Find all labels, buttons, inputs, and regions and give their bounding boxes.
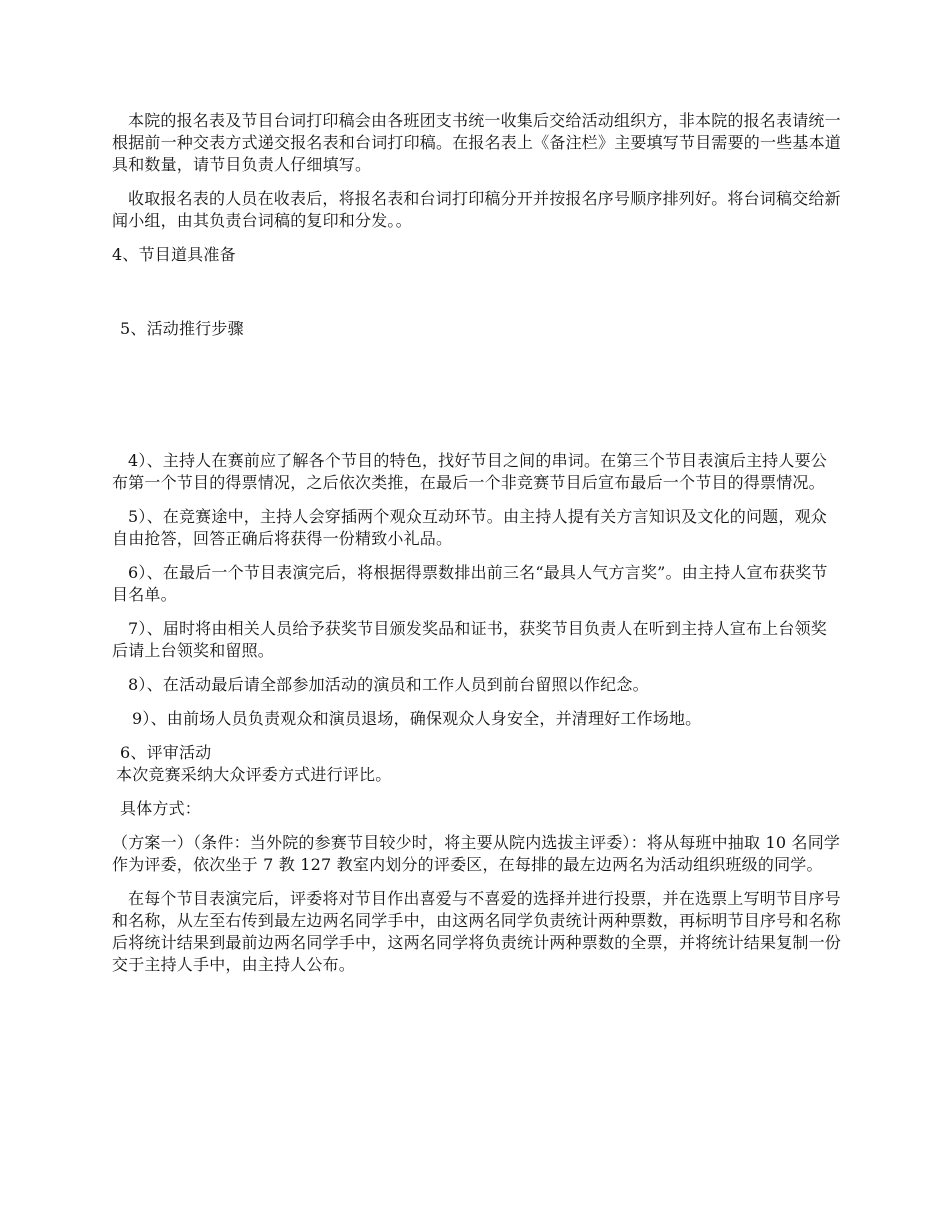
document-body <box>112 110 842 976</box>
step-9-paragraph: 9）、由前场人员负责观众和演员退场，确保观众人身安全，并清理好工作场地。 <box>132 709 702 728</box>
step-8-paragraph: 8）、在活动最后请全部参加活动的演员和工作人员到前台留照以作纪念。 <box>128 675 649 694</box>
paragraph-review-method: 本次竞赛采纳大众评委方式进行评比。 <box>116 765 392 784</box>
step-4-paragraph: 4）、主持人在赛前应了解各个节目的特色，找好节目之间的串词。在第三个节目表演后主持人要公布第一个节目的得票情况，之后依次类推，在最后一个非竞赛节目后宣布最后一个节目的得票情况。 <box>112 451 827 492</box>
step-5-paragraph: 5）、在竞赛途中，主持人会穿插两个观众互动环节。由主持人提有关方言知识及文化的问题，观众自由抢答，回答正确后将获得一份精致小礼品。 <box>112 507 827 548</box>
paragraph-registration-sorting: 收取报名表的人员在收表后，将报名表和台词打印稿分开并按报名序号顺序排列好。将台词稿交给新闻小组，由其负责台词稿的复印和分发。。 <box>112 189 841 230</box>
section-heading-review: 6、评审活动 <box>120 743 212 762</box>
paragraph-specific-method: 具体方式： <box>120 799 202 818</box>
step-6-paragraph: 6）、在最后一个节目表演完后，将根据得票数排出前三名“最具人气方言奖”。由主持人宣布获奖节目名单。 <box>112 563 828 604</box>
paragraph-plan-one: （方案一）（条件：当外院的参赛节目较少时，将主要从院内选拔主评委）：将从每班中抽取 10 名同学作为评委，依次坐于 7 教 127 教室内划分的评委区，在每排的最左边两名为活动组织班级的同学。 <box>112 833 841 874</box>
section-heading-props: 4、节目道具准备 <box>112 245 236 264</box>
paragraph-voting-procedure: 在每个节目表演完后，评委将对节目作出喜爱与不喜爱的选择并进行投票，并在选票上写明节目序号和名称，从左至右传到最左边两名同学手中，由这两名同学负责统计两种票数，再标明节目序号和名称后将统计结果到最前边两名同学手中，这两名同学将负责统计两种票数的全票，并将统计结果复制一份交于主持人手中，由主持人公布。 <box>112 889 842 974</box>
step-7-paragraph: 7）、届时将由相关人员给予获奖节目颁发奖品和证书，获奖节目负责人在听到主持人宣布上台领奖后请上台领奖和留照。 <box>112 619 827 660</box>
paragraph-registration-collection: 本院的报名表及节目台词打印稿会由各班团支书统一收集后交给活动组织方，非本院的报名表请统一根据前一种交表方式递交报名表和台词打印稿。在报名表上《备注栏》主要填写节目需要的一些基本道具和数量，请节目负责人仔细填写。 <box>112 111 842 174</box>
section-heading-steps: 5、活动推行步骤 <box>120 319 244 338</box>
